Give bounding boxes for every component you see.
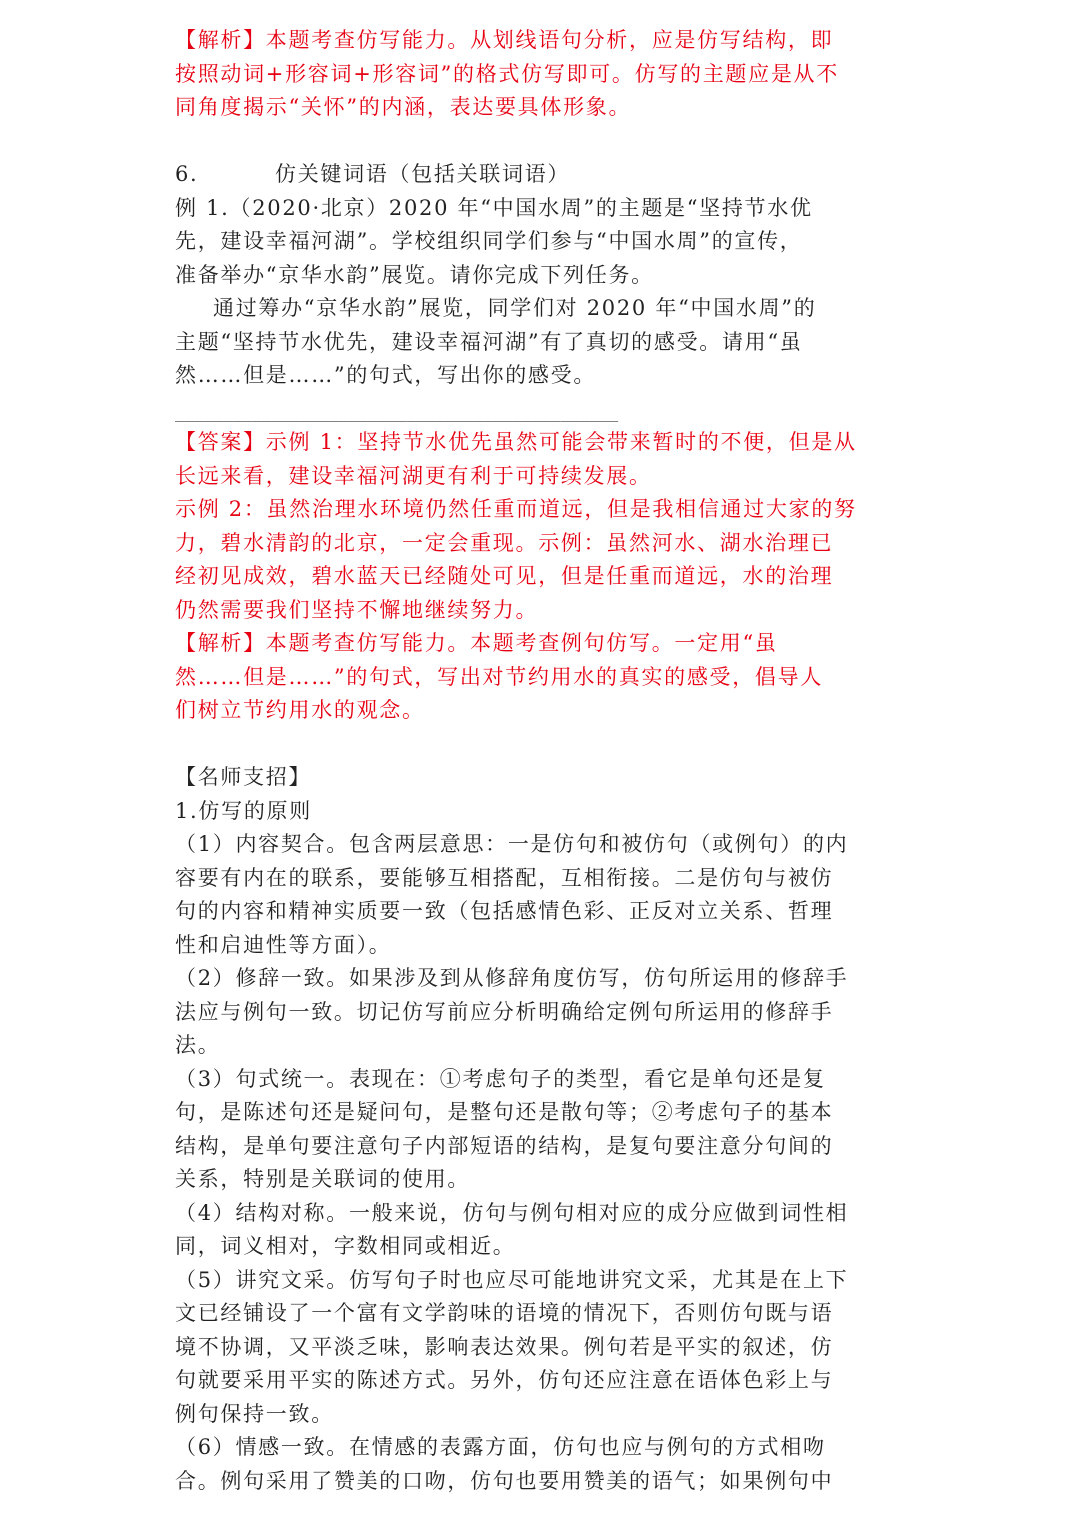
text-line: 句就要采用平实的陈述方式。另外，仿句还应注意在语体色彩上与 xyxy=(175,1368,834,1392)
text-line: 同角度揭示“关怀”的内涵，表达要具体形象。 xyxy=(175,95,632,119)
text-line: 们树立节约用水的观念。 xyxy=(175,698,425,722)
text-line: 【答案】示例 1：坚持节水优先虽然可能会带来暂时的不便，但是从 xyxy=(175,430,857,454)
text-line: 力，碧水清韵的北京，一定会重现。示例：虽然河水、湖水治理已 xyxy=(175,530,834,555)
analysis-block-1 xyxy=(175,24,910,125)
text-line: 关系，特别是关联词的使用。 xyxy=(175,1167,471,1191)
analysis-block-2 xyxy=(175,627,910,728)
text-line: 法。 xyxy=(175,1033,221,1057)
text-line: 准备举办“京华水韵”展览。请你完成下列任务。 xyxy=(175,262,654,287)
example-question xyxy=(175,192,910,293)
tips-subheading: 1.仿写的原则 xyxy=(175,798,312,823)
tips-block xyxy=(175,761,910,1498)
text-line: （4）结构对称。一般来说，仿句与例句相对应的成分应做到词性相 xyxy=(175,1200,849,1225)
text-line: 长远来看，建设幸福河湖更有利于可持续发展。 xyxy=(175,463,652,488)
text-line: 性和启迪性等方面）。 xyxy=(175,932,392,957)
text-line: 通过筹办“京华水韵”展览，同学们对 2020 年“中国水周”的 xyxy=(213,296,817,320)
text-line: （1）内容契合。包含两层意思：一是仿句和被仿句（或例句）的内 xyxy=(175,832,849,856)
text-line: 句，是陈述句还是疑问句，是整句还是散句等；②考虑句子的基本 xyxy=(175,1100,834,1124)
spacer xyxy=(175,728,910,762)
text-line: 仍然需要我们坚持不懈地继续努力。 xyxy=(175,597,539,622)
text-line: 按照动词+形容词+形容词”的格式仿写即可。仿写的主题应是从不 xyxy=(175,61,839,86)
text-line: 句的内容和精神实质要一致（包括感情色彩、正反对立关系、哲理 xyxy=(175,899,834,923)
text-line: （5）讲究文采。仿写句子时也应尽可能地讲究文采，尤其是在上下 xyxy=(175,1267,849,1292)
section-title: 仿关键词语（包括关联词语） xyxy=(275,162,571,186)
text-line: 【解析】本题考查仿写能力。从划线语句分析，应是仿写结构，即 xyxy=(175,28,834,52)
text-line: 示例 2：虽然治理水环境仍然任重而道远，但是我相信通过大家的努 xyxy=(175,497,857,521)
text-line: 结构，是单句要注意句子内部短语的结构，是复句要注意分句间的 xyxy=(175,1133,834,1158)
text-line: 然……但是……”的句式，写出对节约用水的真实的感受，倡导人 xyxy=(175,664,824,689)
text-line: 同，词义相对，字数相同或相近。 xyxy=(175,1234,516,1258)
text-line: 文已经铺设了一个富有文学韵味的语境的情况下，否则仿句既与语 xyxy=(175,1301,834,1325)
text-line: 先，建设幸福河湖”。学校组织同学们参与“中国水周”的宣传， xyxy=(175,229,803,253)
spacer xyxy=(175,125,910,159)
text-line: （6）情感一致。在情感的表露方面，仿句也应与例句的方式相吻 xyxy=(175,1435,826,1459)
document-page xyxy=(175,24,910,1498)
text-line: （3）句式统一。表现在：①考虑句子的类型，看它是单句还是复 xyxy=(175,1066,826,1091)
text-line: 容要有内在的联系，要能够互相搭配，互相衔接。二是仿句与被仿 xyxy=(175,865,834,890)
section-number: 6. xyxy=(175,162,199,186)
tips-heading: 【名师支招】 xyxy=(175,765,312,789)
text-line: 法应与例句一致。切记仿写前应分析明确给定例句所运用的修辞手 xyxy=(175,999,834,1024)
answer-block xyxy=(175,426,910,627)
answer-blank-line: ______________________________________________ xyxy=(175,402,619,422)
task-prompt xyxy=(175,292,910,393)
text-line: 【解析】本题考查仿写能力。本题考查例句仿写。一定用“虽 xyxy=(175,631,778,655)
section-heading xyxy=(175,158,910,192)
text-line: 例 1.（2020·北京）2020 年“中国水周”的主题是“坚持节水优 xyxy=(175,195,813,220)
text-line: 合。例句采用了赞美的口吻，仿句也要用赞美的语气；如果例句中 xyxy=(175,1468,834,1493)
text-line: （2）修辞一致。如果涉及到从修辞角度仿写，仿句所运用的修辞手 xyxy=(175,966,849,990)
text-line: 经初见成效，碧水蓝天已经随处可见，但是任重而道远，水的治理 xyxy=(175,564,834,588)
text-line: 境不协调，又平淡乏味，影响表达效果。例句若是平实的叙述，仿 xyxy=(175,1334,834,1359)
text-line: 主题“坚持节水优先，建设幸福河湖”有了真切的感受。请用“虽 xyxy=(175,329,803,354)
text-line: 然……但是……”的句式，写出你的感受。 xyxy=(175,363,597,387)
text-line: 例句保持一致。 xyxy=(175,1401,334,1426)
